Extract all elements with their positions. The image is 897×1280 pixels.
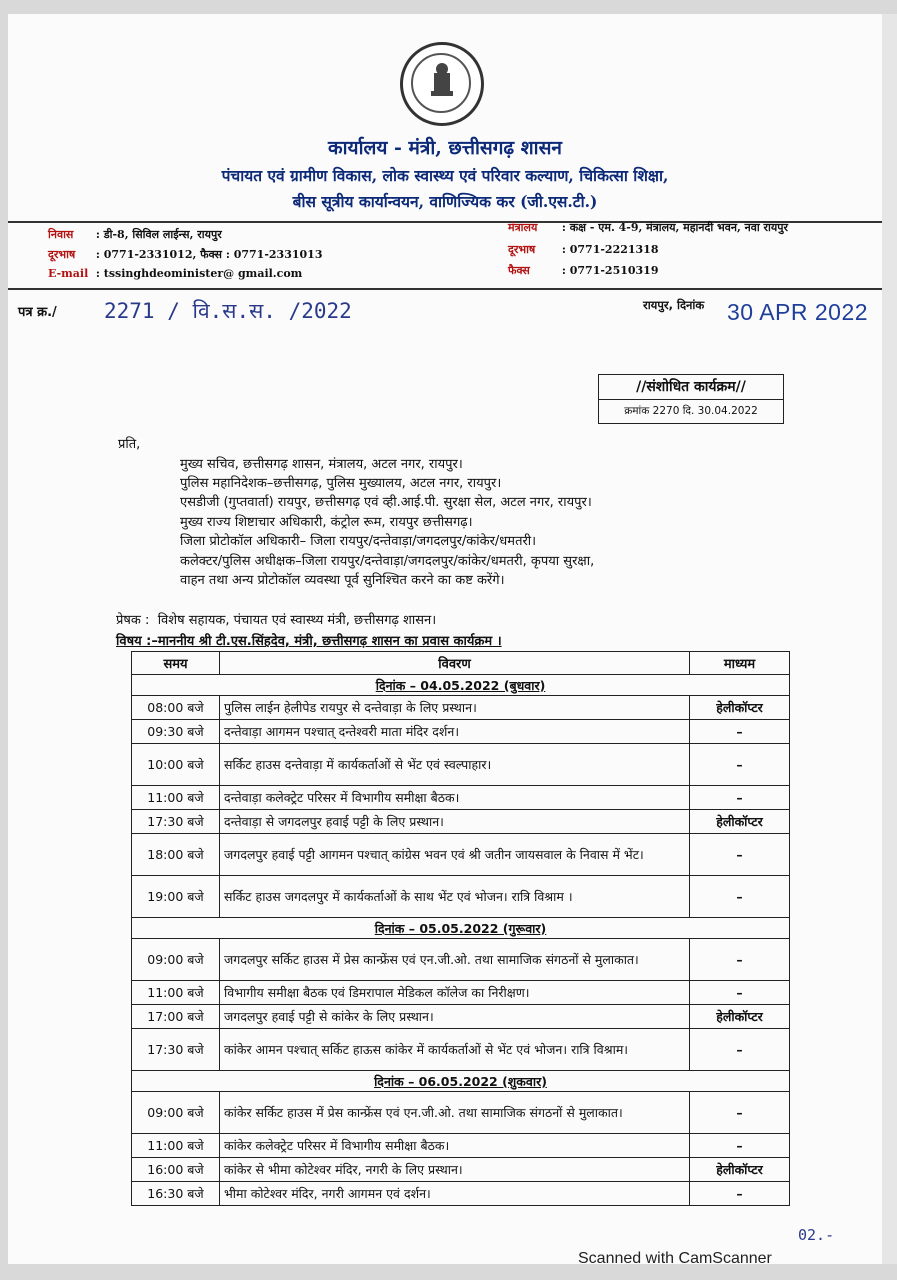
contact-email: E-mail : tssinghdeominister@ gmail.com — [48, 267, 303, 280]
table-row — [132, 1158, 790, 1182]
table-row — [132, 981, 790, 1005]
document-page — [8, 14, 882, 1267]
page-number-mark: 02.- — [798, 1226, 835, 1244]
mode-cell: – — [690, 1092, 790, 1134]
mode-cell: – — [690, 1134, 790, 1158]
time-cell: 17:30 बजे — [132, 810, 220, 834]
time-cell: 16:00 बजे — [132, 1158, 220, 1182]
departments-line2: बीस सूत्रीय कार्यान्वयन, वाणिज्यिक कर (जी.एस.टी.) — [292, 192, 598, 211]
details-cell: सर्किट हाउस दन्तेवाड़ा में कार्यकर्ताओं से भेंट एवं स्वल्पाहार। — [220, 744, 690, 786]
revised-program-ref: क्रमांक 2270 दि. 30.04.2022 — [624, 405, 758, 417]
time-cell: 09:00 बजे — [132, 1092, 220, 1134]
details-cell: पुलिस लाईन हेलीपेड रायपुर से दन्तेवाड़ा के लिए प्रस्थान। — [220, 696, 690, 720]
column-header-time: समय — [132, 652, 220, 675]
time-cell: 10:00 बजे — [132, 744, 220, 786]
table-row — [132, 696, 790, 720]
recipient-line: मुख्य राज्य शिष्टाचार अधिकारी, कंट्रोल रूम, रायपुर छत्तीसगढ़। — [180, 515, 473, 530]
mode-cell: – — [690, 720, 790, 744]
table-row — [132, 939, 790, 981]
recipient-line: मुख्य सचिव, छत्तीसगढ़ शासन, मंत्रालय, अटल नगर, रायपुर। — [180, 457, 463, 472]
time-cell: 11:00 बजे — [132, 981, 220, 1005]
contact-ministry-fax: फैक्स : 0771-2510319 — [508, 264, 659, 277]
details-cell: कांकेर कलेक्ट्रेट परिसर में विभागीय समीक्षा बैठक। — [220, 1134, 690, 1158]
letter-ref-number: 2271 / वि.स.स. /2022 — [104, 299, 352, 323]
time-cell: 16:30 बजे — [132, 1182, 220, 1206]
place-date-label: रायपुर, दिनांक — [643, 298, 705, 312]
details-cell: जगदलपुर हवाई पट्टी आगमन पश्चात् कांग्रेस भवन एवं श्री जतीन जायसवाल के निवास में भेंट। — [220, 834, 690, 876]
time-cell: 19:00 बजे — [132, 876, 220, 918]
table-row — [132, 1092, 790, 1134]
column-header-mode: माध्यम — [690, 652, 790, 675]
table-row — [132, 834, 790, 876]
date-heading: दिनांक – 05.05.2022 (गुरूवार) — [132, 918, 790, 939]
mode-cell: – — [690, 1029, 790, 1071]
details-cell: दन्तेवाड़ा से जगदलपुर हवाई पट्टी के लिए प्रस्थान। — [220, 810, 690, 834]
date-row — [132, 918, 790, 939]
to-label: प्रति, — [118, 437, 141, 452]
departments-line1: पंचायत एवं ग्रामीण विकास, लोक स्वास्थ्य एवं परिवार कल्याण, चिकित्सा शिक्षा, — [221, 166, 669, 185]
time-cell: 17:00 बजे — [132, 1005, 220, 1029]
time-cell: 08:00 बजे — [132, 696, 220, 720]
details-cell: दन्तेवाड़ा कलेक्ट्रेट परिसर में विभागीय समीक्षा बैठक। — [220, 786, 690, 810]
recipient-line: एसडीजी (गुप्तवार्ता) रायपुर, छत्तीसगढ़ एवं व्ही.आई.पी. सुरक्षा सेल, अटल नगर, रायपुर। — [180, 495, 592, 510]
sender: प्रेषक : विशेष सहायक, पंचायत एवं स्वास्थ्य मंत्री, छत्तीसगढ़ शासन। — [116, 613, 437, 628]
table-row — [132, 810, 790, 834]
table-row — [132, 720, 790, 744]
details-cell: जगदलपुर हवाई पट्टी से कांकेर के लिए प्रस्थान। — [220, 1005, 690, 1029]
details-cell: कांकेर से भीमा कोटेश्वर मंदिर, नगरी के लिए प्रस्थान। — [220, 1158, 690, 1182]
mode-cell: हेलीकॉप्टर — [690, 696, 790, 720]
letter-ref-label: पत्र क्र./ — [18, 305, 57, 320]
mode-cell: – — [690, 876, 790, 918]
contact-ministry: मंत्रालय : कक्ष - एम. 4-9, मंत्रालय, महानदी भवन, नवा रायपुर — [508, 221, 789, 234]
recipient-line: कलेक्टर/पुलिस अधीक्षक–जिला रायपुर/दन्तेवाड़ा/जगदलपुर/कांकेर/धमतरी, कृपया सुरक्षा, — [180, 554, 595, 569]
details-cell: दन्तेवाड़ा आगमन पश्चात् दन्तेश्वरी माता मंदिर दर्शन। — [220, 720, 690, 744]
date-row — [132, 675, 790, 696]
mode-cell: – — [690, 1182, 790, 1206]
date-heading: दिनांक – 04.05.2022 (बुधवार) — [132, 675, 790, 696]
details-cell: विभागीय समीक्षा बैठक एवं डिमरापाल मेडिकल कॉलेज का निरीक्षण। — [220, 981, 690, 1005]
recipient-line: जिला प्रोटोकॉल अधिकारी– जिला रायपुर/दन्तेवाड़ा/जगदलपुर/कांकेर/धमतरी। — [180, 534, 537, 549]
details-cell: भीमा कोटेश्वर मंदिर, नगरी आगमन एवं दर्शन। — [220, 1182, 690, 1206]
table-row — [132, 1134, 790, 1158]
revised-program-title: //संशोधित कार्यक्रम// — [599, 375, 783, 400]
contact-ministry-phone: दूरभाष : 0771-2221318 — [508, 243, 659, 256]
recipient-line: पुलिस महानिदेशक–छत्तीसगढ़, पुलिस मुख्यालय, अटल नगर, रायपुर। — [180, 476, 502, 491]
subject-line: विषय :–माननीय श्री टी.एस.सिंहदेव, मंत्री, छत्तीसगढ़ शासन का प्रवास कार्यक्रम । — [116, 634, 502, 649]
details-cell: सर्किट हाउस जगदलपुर में कार्यकर्ताओं के साथ भेंट एवं भोजन। रात्रि विश्राम । — [220, 876, 690, 918]
table-row — [132, 1182, 790, 1206]
table-row — [132, 1029, 790, 1071]
details-cell: जगदलपुर सर्किट हाउस में प्रेस कान्फ्रेंस एवं एन.जी.ओ. तथा सामाजिक संगठनों से मुलाकात। — [220, 939, 690, 981]
table-row — [132, 876, 790, 918]
header-divider-bottom — [8, 288, 882, 290]
date-stamp: 30 APR 2022 — [727, 299, 869, 325]
mode-cell: – — [690, 744, 790, 786]
mode-cell: हेलीकॉप्टर — [690, 810, 790, 834]
table-row — [132, 744, 790, 786]
contact-phone: दूरभाष : 0771-2331012, फैक्स : 0771-2331013 — [48, 248, 323, 261]
page-shadow-edge — [882, 14, 897, 1264]
time-cell: 11:00 बजे — [132, 1134, 220, 1158]
details-cell: कांकेर आमन पश्चात् सर्किट हाऊस कांकेर में कार्यकर्ताओं से भेंट एवं भोजन। रात्रि विश्राम। — [220, 1029, 690, 1071]
time-cell: 18:00 बजे — [132, 834, 220, 876]
mode-cell: हेलीकॉप्टर — [690, 1005, 790, 1029]
column-header-details: विवरण — [220, 652, 690, 675]
mode-cell: – — [690, 786, 790, 810]
office-title: कार्यालय - मंत्री, छत्तीसगढ़ शासन — [328, 137, 562, 159]
date-row — [132, 1071, 790, 1092]
mode-cell: – — [690, 981, 790, 1005]
time-cell: 09:30 बजे — [132, 720, 220, 744]
time-cell: 11:00 बजे — [132, 786, 220, 810]
contact-residence: निवास : डी-8, सिविल लाईन्स, रायपुर — [48, 228, 222, 241]
recipient-line: वाहन तथा अन्य प्रोटोकॉल व्यवस्था पूर्व सुनिश्चित करने का कष्ट करेंगे। — [180, 573, 505, 588]
scanner-watermark: Scanned with CamScanner — [578, 1250, 772, 1267]
mode-cell: – — [690, 939, 790, 981]
details-cell: कांकेर सर्किट हाउस में प्रेस कान्फ्रेंस एवं एन.जी.ओ. तथा सामाजिक संगठनों से मुलाकात। — [220, 1092, 690, 1134]
time-cell: 17:30 बजे — [132, 1029, 220, 1071]
mode-cell: हेलीकॉप्टर — [690, 1158, 790, 1182]
date-heading: दिनांक – 06.05.2022 (शुकवार) — [132, 1071, 790, 1092]
government-seal-icon — [400, 42, 484, 126]
time-cell: 09:00 बजे — [132, 939, 220, 981]
revised-program-box — [598, 374, 784, 424]
table-row — [132, 786, 790, 810]
mode-cell: – — [690, 834, 790, 876]
table-row — [132, 1005, 790, 1029]
schedule-table — [131, 651, 790, 1206]
